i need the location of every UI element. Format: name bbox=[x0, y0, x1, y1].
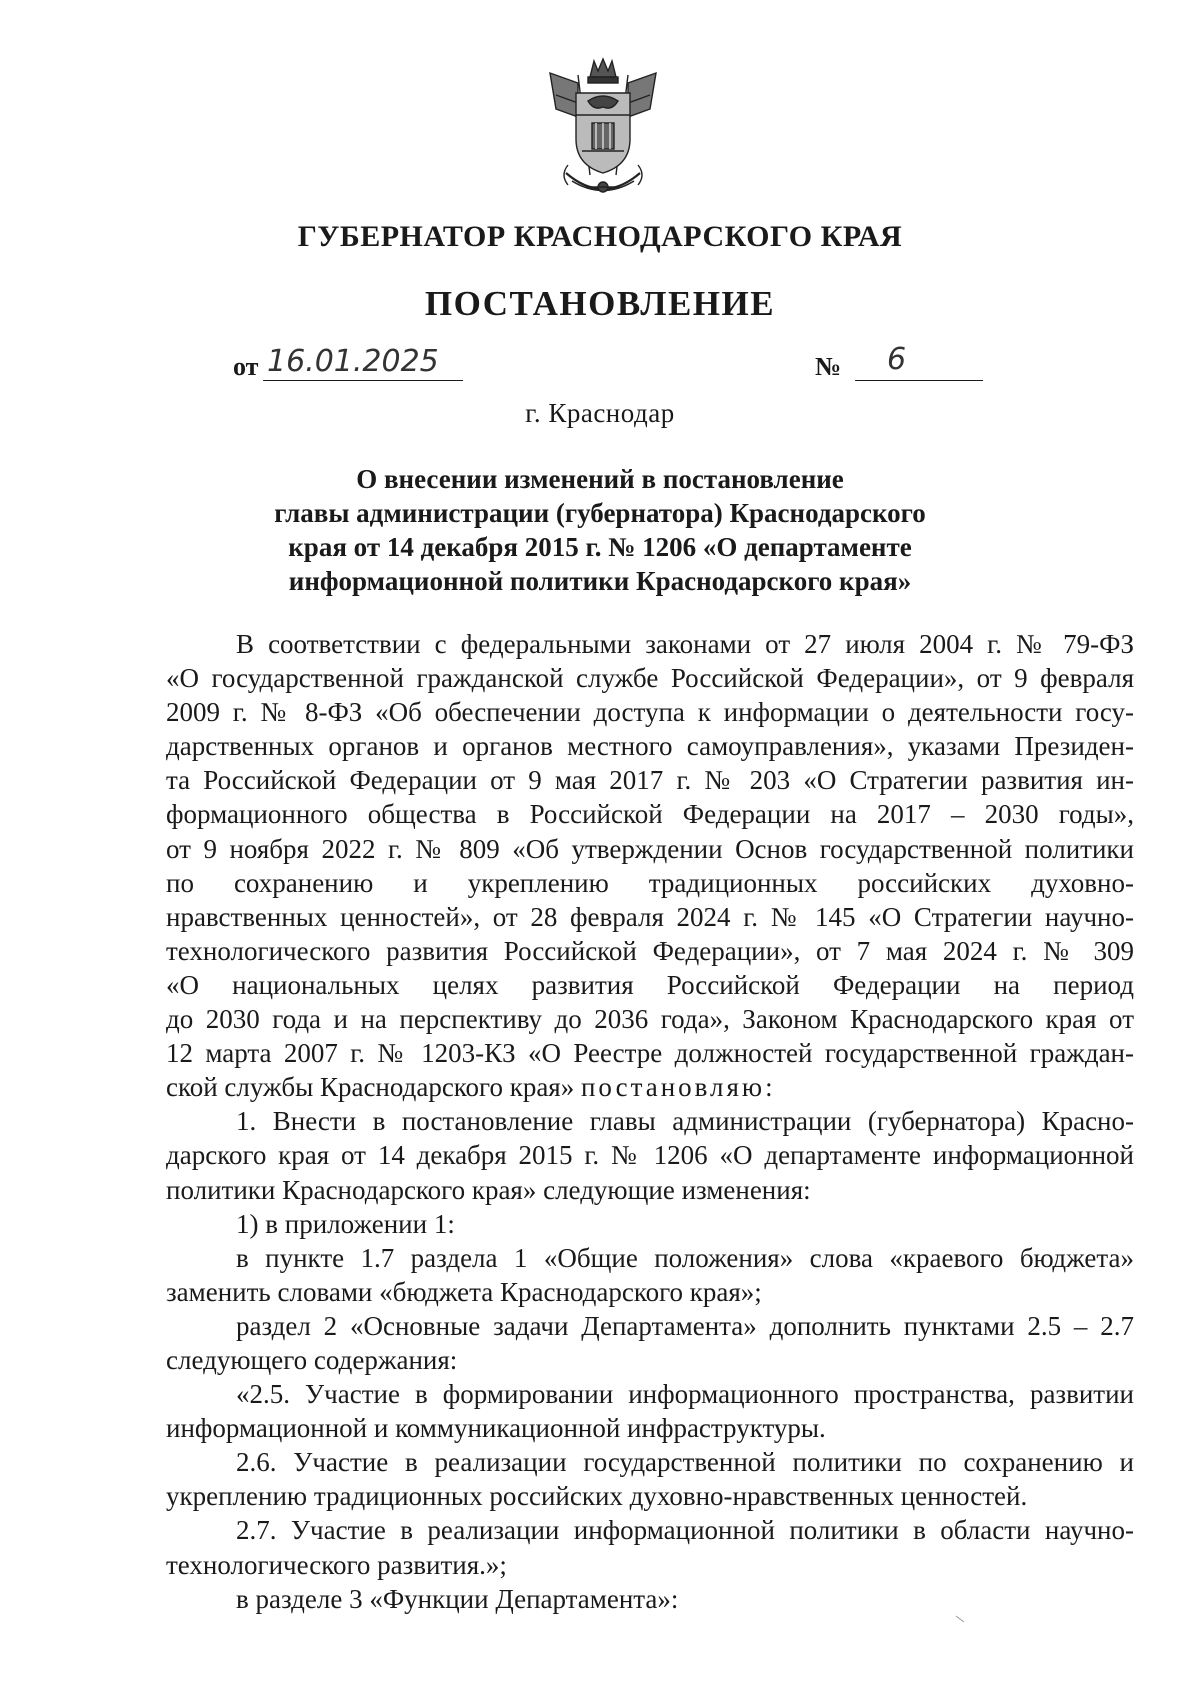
body-line: нравственных ценностей», от 28 февраля 2024 г. № 145 «О Стратегии научно- bbox=[166, 901, 1134, 932]
body-line: политики Краснодарского края» следующие изменения: bbox=[166, 1174, 811, 1205]
body-line: 2009 г. № 8-ФЗ «Об обеспечении доступа к информации о деятельности госу- bbox=[166, 697, 1134, 728]
body-line: та Российской Федерации от 9 мая 2017 г. № 203 «О Стратегии развития ин- bbox=[166, 765, 1134, 796]
coat-of-arms-icon bbox=[538, 55, 668, 205]
number-field bbox=[815, 342, 975, 386]
body-line: информационной и коммуникационной инфраструктуры. bbox=[166, 1413, 826, 1444]
title-line: информационной политики Краснодарского края» bbox=[288, 566, 912, 596]
issuing-authority: ГУБЕРНАТОР КРАСНОДАРСКОГО КРАЯ bbox=[297, 220, 903, 253]
body-line: формационного общества в Российской Федерации на 2017 – 2030 годы», bbox=[166, 799, 1134, 830]
body-line: В соответствии с федеральными законами от 27 июля 2004 г. № 79-ФЗ bbox=[236, 629, 1134, 659]
title-line: О внесении изменений в постановление bbox=[356, 464, 844, 494]
body-line: в пункте 1.7 раздела 1 «Общие положения» слова «краевого бюджета» bbox=[236, 1242, 1134, 1273]
body-line bbox=[166, 1070, 1134, 1104]
body-line-text: ской службы Краснодарского края» bbox=[166, 1072, 575, 1103]
body-line: заменить словами «бюджета Краснодарского края»; bbox=[166, 1276, 762, 1307]
handwritten-date: 16.01.2025 bbox=[267, 344, 439, 379]
body-line: в разделе 3 «Функции Департамента»: bbox=[236, 1583, 679, 1614]
document-title bbox=[250, 462, 950, 598]
body-line: дарского края от 14 декабря 2015 г. № 1206 «О департаменте информационной bbox=[166, 1140, 1134, 1171]
number-underline bbox=[855, 342, 983, 381]
body-line: 2.7. Участие в реализации информационной политики в области научно- bbox=[236, 1515, 1134, 1546]
body-line: до 2030 года и на перспективу до 2036 года», Законом Краснодарского края от bbox=[166, 1004, 1134, 1035]
body-line: 2.6. Участие в реализации государственной политики по сохранению и bbox=[236, 1447, 1134, 1478]
document-body bbox=[166, 627, 1134, 1616]
body-line: «2.5. Участие в формировании информационного пространства, развитии bbox=[236, 1379, 1134, 1410]
body-line: от 9 ноября 2022 г. № 809 «Об утверждении Основ государственной политики bbox=[166, 833, 1134, 864]
document-type: ПОСТАНОВЛЕНИЕ bbox=[424, 284, 776, 323]
handwritten-number: 6 bbox=[887, 342, 907, 377]
date-underline bbox=[263, 346, 463, 381]
body-line: раздел 2 «Основные задачи Департамента» дополнить пунктами 2.5 – 2.7 bbox=[236, 1310, 1134, 1341]
body-line: 1) в приложении 1: bbox=[236, 1208, 455, 1239]
body-line: «О национальных целях развития Российской Федерации на период bbox=[166, 969, 1134, 1000]
title-line: края от 14 декабря 2015 г. № 1206 «О департаменте bbox=[288, 532, 912, 562]
date-prefix: от bbox=[233, 352, 259, 381]
body-line: дарственных органов и органов местного самоуправления», указами Президен- bbox=[166, 731, 1134, 762]
body-line: 12 марта 2007 г. № 1203-КЗ «О Реестре должностей государственной граждан- bbox=[166, 1038, 1134, 1069]
city-line: г. Краснодар bbox=[525, 398, 675, 428]
body-line: 1. Внести в постановление главы администрации (губернатора) Красно- bbox=[236, 1106, 1134, 1137]
body-line: технологического развития Российской Федерации», от 7 мая 2024 г. № 309 bbox=[166, 935, 1134, 966]
number-prefix: № bbox=[815, 352, 842, 381]
date-field bbox=[233, 346, 473, 386]
body-line: «О государственной гражданской службе Российской Федерации», от 9 февраля bbox=[166, 663, 1134, 694]
spaced-resolution-word: постановляю: bbox=[580, 1072, 776, 1103]
title-line: главы администрации (губернатора) Краснодарского bbox=[274, 498, 926, 528]
body-line: по сохранению и укреплению традиционных российских духовно- bbox=[166, 867, 1134, 898]
scan-speck bbox=[955, 1615, 965, 1623]
body-line: технологического развития.»; bbox=[166, 1549, 507, 1580]
body-line: укреплению традиционных российских духовно-нравственных ценностей. bbox=[166, 1481, 1028, 1512]
body-line: следующего содержания: bbox=[166, 1344, 458, 1375]
